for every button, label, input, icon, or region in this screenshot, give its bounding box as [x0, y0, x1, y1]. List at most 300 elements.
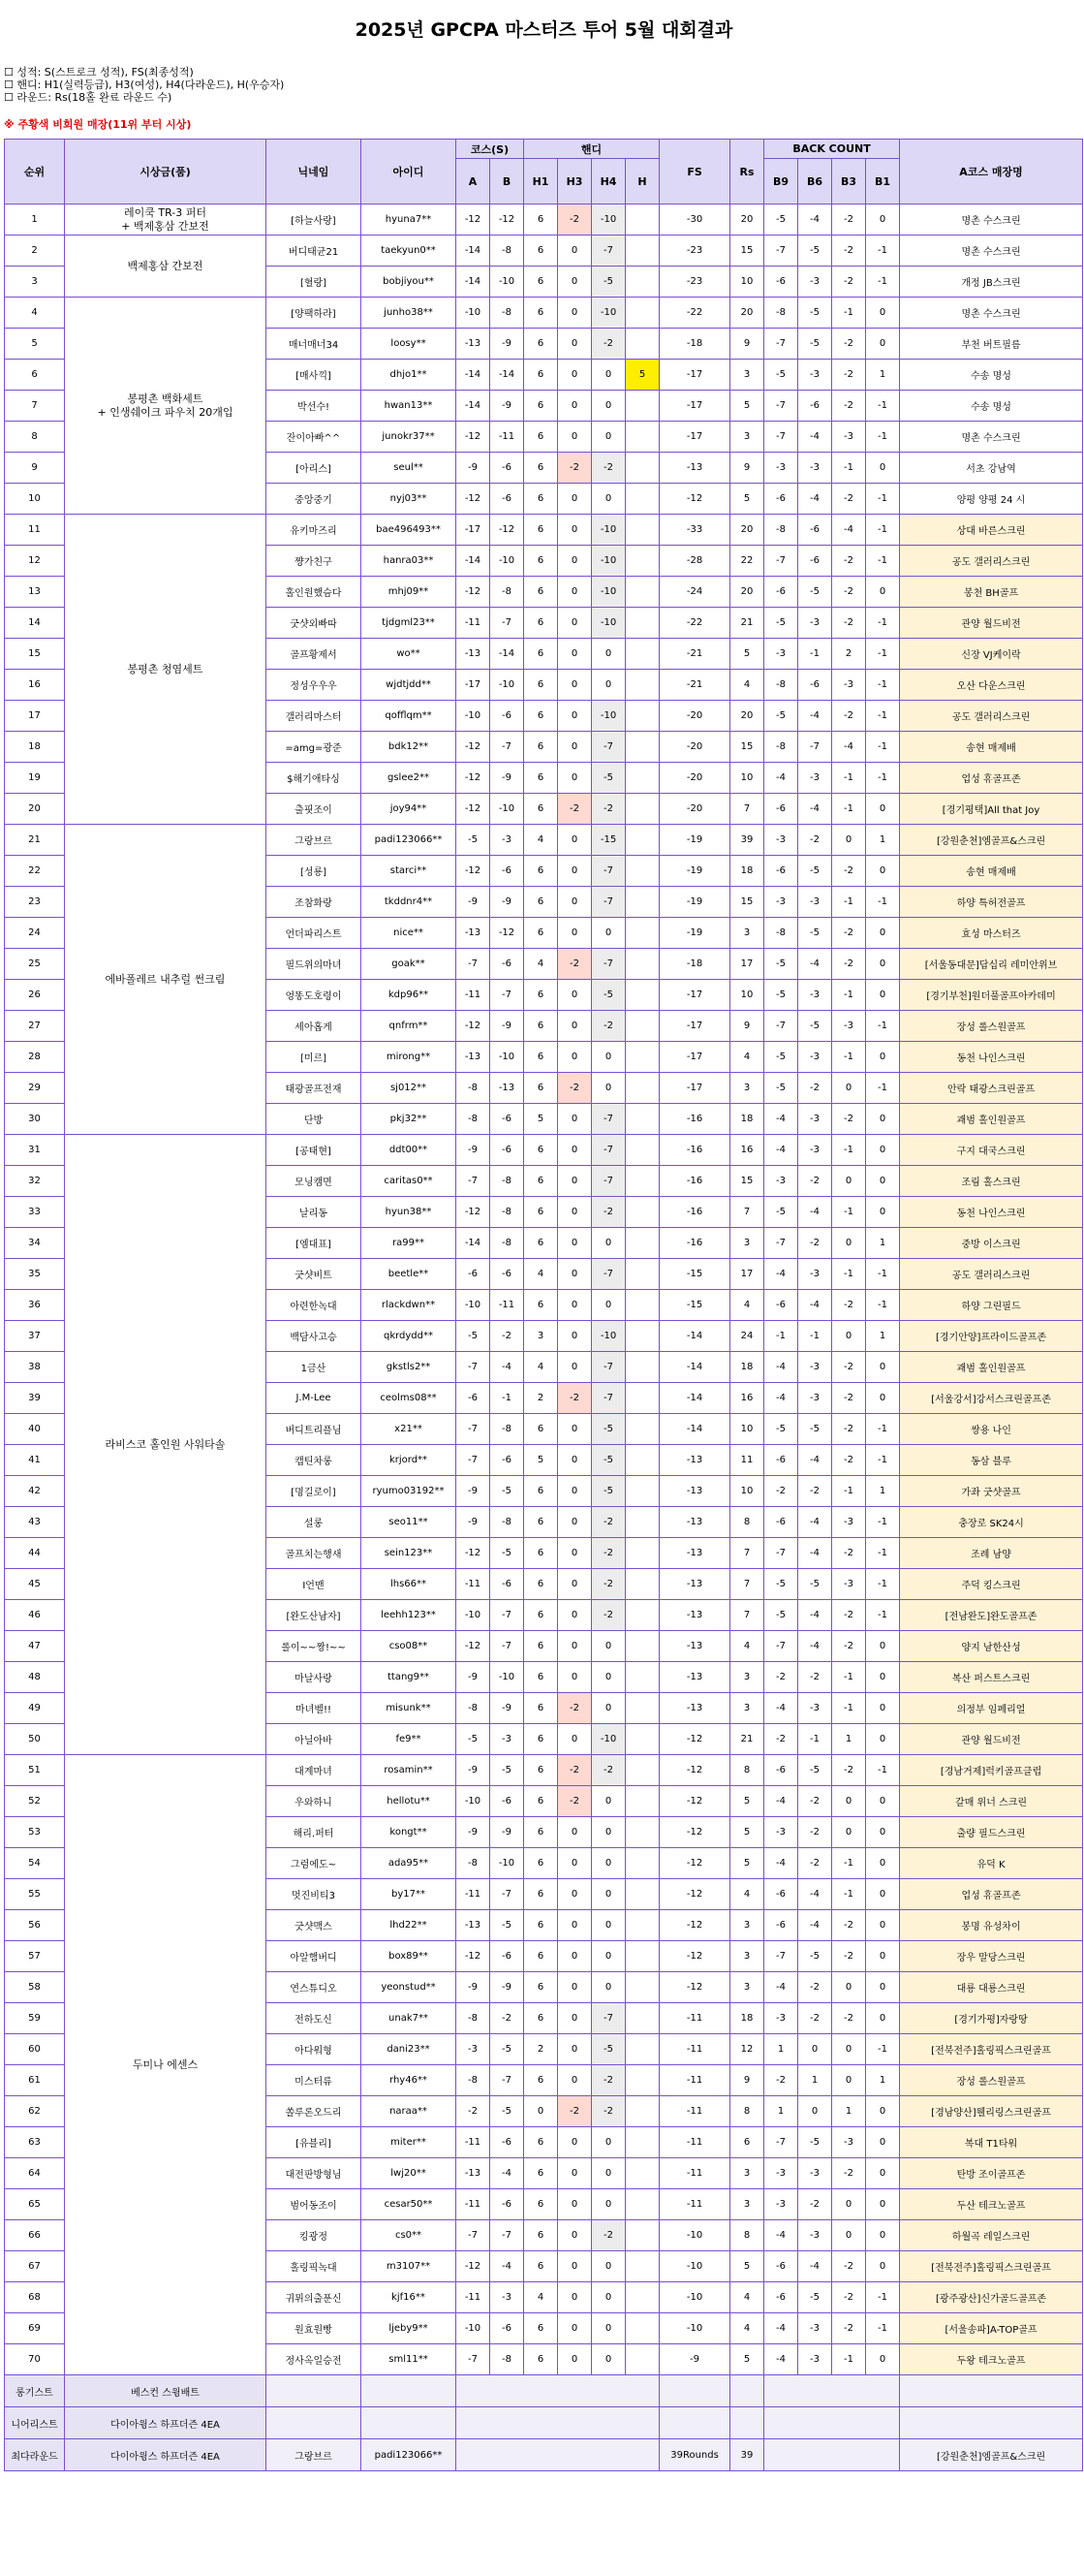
b6-cell: -4	[798, 1600, 832, 1631]
fs-cell: -16	[660, 1166, 730, 1197]
h-cell	[626, 1011, 660, 1042]
h4-cell: -7	[592, 2003, 626, 2034]
b6-cell: -2	[798, 2189, 832, 2220]
rank-cell: 6	[5, 360, 65, 391]
h4-cell: 0	[592, 2158, 626, 2189]
nick-cell: I언맨	[266, 1569, 361, 1600]
course-a-cell: -11	[456, 1879, 490, 1910]
fs-cell: -24	[660, 577, 730, 608]
h3-cell: 0	[558, 2220, 592, 2251]
award-nick	[266, 2407, 361, 2439]
venue-cell: [경기부천]원더풀골프아카데미	[900, 980, 1083, 1011]
h3-cell: -2	[558, 949, 592, 980]
course-b-cell: -5	[490, 1755, 524, 1786]
b3-cell: -1	[832, 1662, 866, 1693]
b9-cell: -5	[764, 949, 798, 980]
course-a-cell: -11	[456, 2127, 490, 2158]
nick-cell: 해리.퍼터	[266, 1817, 361, 1848]
h-cell	[626, 1445, 660, 1476]
course-a-cell: -12	[456, 1631, 490, 1662]
rank-cell: 51	[5, 1755, 65, 1786]
h4-cell: -10	[592, 204, 626, 236]
rs-cell: 20	[730, 701, 764, 732]
nick-cell: =amg=광준	[266, 732, 361, 763]
course-b-cell: -7	[490, 980, 524, 1011]
id-cell: sml11**	[361, 2344, 456, 2375]
prize-cell: 봉평촌 청염세트	[65, 515, 266, 825]
b6-cell: -3	[798, 2344, 832, 2375]
fs-cell: -13	[660, 453, 730, 484]
course-a-cell: -11	[456, 1569, 490, 1600]
rank-cell: 52	[5, 1786, 65, 1817]
b9-cell: -4	[764, 2220, 798, 2251]
h1-cell: 6	[524, 1662, 558, 1693]
header-nick: 닉네임	[266, 140, 361, 204]
fs-cell: -10	[660, 2282, 730, 2313]
table-row	[5, 298, 1083, 329]
venue-cell: 가좌 굿샷골프	[900, 1476, 1083, 1507]
b9-cell: -7	[764, 2127, 798, 2158]
h-cell	[626, 204, 660, 236]
id-cell: hyuna7**	[361, 204, 456, 236]
rs-cell: 9	[730, 2065, 764, 2096]
course-b-cell: -3	[490, 1724, 524, 1755]
b9-cell: -3	[764, 1817, 798, 1848]
course-b-cell: -5	[490, 1910, 524, 1941]
h1-cell: 6	[524, 453, 558, 484]
rs-cell: 6	[730, 2127, 764, 2158]
course-a-cell: -8	[456, 2003, 490, 2034]
h4-cell: -10	[592, 1724, 626, 1755]
header-h: H	[626, 159, 660, 204]
venue-cell: 두산 테크노골프	[900, 2189, 1083, 2220]
h4-cell: -2	[592, 1011, 626, 1042]
b6-cell: -4	[798, 949, 832, 980]
course-b-cell: -6	[490, 1445, 524, 1476]
rank-cell: 8	[5, 422, 65, 453]
h4-cell: -7	[592, 732, 626, 763]
h3-cell: 0	[558, 608, 592, 639]
id-cell: qofflqm**	[361, 701, 456, 732]
b1-cell: -1	[866, 1414, 900, 1445]
rs-cell: 15	[730, 732, 764, 763]
course-b-cell: -6	[490, 1941, 524, 1972]
rs-cell: 8	[730, 1755, 764, 1786]
venue-cell: 서초 강남역	[900, 453, 1083, 484]
h3-cell: 0	[558, 856, 592, 887]
nick-cell: [미르]	[266, 1042, 361, 1073]
venue-cell: 괘범 홀인원골프	[900, 1352, 1083, 1383]
nick-cell: 우와하니	[266, 1786, 361, 1817]
b6-cell: -2	[798, 2003, 832, 2034]
b1-cell: 0	[866, 1786, 900, 1817]
b9-cell: -5	[764, 1414, 798, 1445]
rs-cell: 3	[730, 1910, 764, 1941]
h4-cell: -10	[592, 608, 626, 639]
h4-cell: 0	[592, 1662, 626, 1693]
course-a-cell: -9	[456, 887, 490, 918]
b3-cell: -4	[832, 515, 866, 546]
venue-cell: 공도 갤러리스크린	[900, 546, 1083, 577]
b9-cell: -4	[764, 1693, 798, 1724]
b6-cell: -2	[798, 1662, 832, 1693]
id-cell: qnfrm**	[361, 1011, 456, 1042]
h3-cell: 0	[558, 329, 592, 360]
b3-cell: -1	[832, 2344, 866, 2375]
b1-cell: 0	[866, 1879, 900, 1910]
course-b-cell: -6	[490, 2313, 524, 2344]
award-blank	[456, 2439, 660, 2471]
id-cell: by17**	[361, 1879, 456, 1910]
b3-cell: 1	[832, 2096, 866, 2127]
b1-cell: 0	[866, 577, 900, 608]
rs-cell: 3	[730, 1662, 764, 1693]
course-b-cell: -10	[490, 1662, 524, 1693]
h3-cell: -2	[558, 794, 592, 825]
h1-cell: 6	[524, 1817, 558, 1848]
fs-cell: -14	[660, 1383, 730, 1414]
b6-cell: -4	[798, 1197, 832, 1228]
rank-cell: 61	[5, 2065, 65, 2096]
venue-cell: 부천 버트필름	[900, 329, 1083, 360]
id-cell: x21**	[361, 1414, 456, 1445]
course-b-cell: -6	[490, 453, 524, 484]
h3-cell: 0	[558, 1817, 592, 1848]
h4-cell: 0	[592, 2251, 626, 2282]
nick-cell: [명길로이]	[266, 1476, 361, 1507]
b9-cell: -7	[764, 1538, 798, 1569]
course-a-cell: -7	[456, 2220, 490, 2251]
id-cell: ryumo03192**	[361, 1476, 456, 1507]
h-cell	[626, 1321, 660, 1352]
b1-cell: 0	[866, 1724, 900, 1755]
course-b-cell: -7	[490, 608, 524, 639]
course-b-cell: -10	[490, 1042, 524, 1073]
b6-cell: 1	[798, 2065, 832, 2096]
course-a-cell: -10	[456, 2313, 490, 2344]
rs-cell: 15	[730, 887, 764, 918]
rs-cell: 3	[730, 918, 764, 949]
h1-cell: 6	[524, 794, 558, 825]
h1-cell: 6	[524, 1972, 558, 2003]
venue-cell: 업성 휴골프존	[900, 1879, 1083, 1910]
b3-cell: -3	[832, 1011, 866, 1042]
course-b-cell: -6	[490, 949, 524, 980]
fs-cell: -20	[660, 794, 730, 825]
fs-cell: -13	[660, 1662, 730, 1693]
b9-cell: -6	[764, 1290, 798, 1321]
h-cell	[626, 639, 660, 670]
b3-cell: -1	[832, 980, 866, 1011]
id-cell: seo11**	[361, 1507, 456, 1538]
venue-cell: 상대 바른스크린	[900, 515, 1083, 546]
rs-cell: 22	[730, 546, 764, 577]
h1-cell: 6	[524, 2313, 558, 2344]
h4-cell: 0	[592, 1941, 626, 1972]
venue-cell: 개정 JB스크린	[900, 267, 1083, 298]
course-a-cell: -17	[456, 515, 490, 546]
b9-cell: -8	[764, 515, 798, 546]
h3-cell: 0	[558, 763, 592, 794]
b6-cell: 0	[798, 2096, 832, 2127]
h1-cell: 6	[524, 422, 558, 453]
h3-cell: -2	[558, 1693, 592, 1724]
id-cell: rhy46**	[361, 2065, 456, 2096]
b9-cell: -8	[764, 670, 798, 701]
b3-cell: 0	[832, 825, 866, 856]
venue-cell: 안락 태광스크린골프	[900, 1073, 1083, 1104]
fs-cell: -23	[660, 267, 730, 298]
id-cell: hyun38**	[361, 1197, 456, 1228]
h-cell	[626, 1600, 660, 1631]
legend	[4, 60, 1084, 104]
h3-cell: 0	[558, 1104, 592, 1135]
h3-cell: -2	[558, 1383, 592, 1414]
h-cell	[626, 298, 660, 329]
course-a-cell: -9	[456, 1817, 490, 1848]
course-b-cell: -4	[490, 1352, 524, 1383]
b1-cell: -1	[866, 391, 900, 422]
h-cell	[626, 1228, 660, 1259]
award-fs	[660, 2407, 730, 2439]
course-b-cell: -8	[490, 1228, 524, 1259]
h1-cell: 6	[524, 1724, 558, 1755]
rank-cell: 49	[5, 1693, 65, 1724]
b6-cell: -3	[798, 980, 832, 1011]
fs-cell: -18	[660, 329, 730, 360]
id-cell: miter**	[361, 2127, 456, 2158]
h-cell	[626, 1972, 660, 2003]
rank-cell: 15	[5, 639, 65, 670]
rank-cell: 32	[5, 1166, 65, 1197]
fs-cell: -11	[660, 2096, 730, 2127]
h1-cell: 6	[524, 546, 558, 577]
nick-cell: [하늘사랑]	[266, 204, 361, 236]
h-cell	[626, 453, 660, 484]
rank-cell: 64	[5, 2158, 65, 2189]
h1-cell: 6	[524, 763, 558, 794]
nick-cell: [매사끽]	[266, 360, 361, 391]
b3-cell: -3	[832, 1507, 866, 1538]
h3-cell: -2	[558, 1073, 592, 1104]
h1-cell: 6	[524, 1538, 558, 1569]
h3-cell: 0	[558, 236, 592, 267]
nick-cell: 설롱	[266, 1507, 361, 1538]
b3-cell: 0	[832, 1321, 866, 1352]
b9-cell: -6	[764, 794, 798, 825]
b9-cell: -3	[764, 2158, 798, 2189]
b9-cell: -5	[764, 1073, 798, 1104]
course-b-cell: -6	[490, 1569, 524, 1600]
h1-cell: 6	[524, 1011, 558, 1042]
award-nick	[266, 2375, 361, 2407]
rank-cell: 30	[5, 1104, 65, 1135]
fs-cell: -10	[660, 2220, 730, 2251]
h1-cell: 6	[524, 1786, 558, 1817]
rank-cell: 62	[5, 2096, 65, 2127]
b3-cell: -2	[832, 1414, 866, 1445]
h-cell	[626, 2127, 660, 2158]
venue-cell: 대룡 대룡스크린	[900, 1972, 1083, 2003]
b3-cell: -3	[832, 670, 866, 701]
venue-cell: 봉명 유성차이	[900, 1910, 1083, 1941]
h-cell	[626, 980, 660, 1011]
b1-cell: 0	[866, 2220, 900, 2251]
h-cell	[626, 484, 660, 515]
id-cell: gslee2**	[361, 763, 456, 794]
h4-cell: 0	[592, 1910, 626, 1941]
id-cell: yeonstud**	[361, 1972, 456, 2003]
rs-cell: 20	[730, 577, 764, 608]
h-cell	[626, 2344, 660, 2375]
course-b-cell: -5	[490, 2096, 524, 2127]
id-cell: misunk**	[361, 1693, 456, 1724]
h1-cell: 6	[524, 639, 558, 670]
b6-cell: -5	[798, 236, 832, 267]
course-a-cell: -13	[456, 639, 490, 670]
id-cell: lhd22**	[361, 1910, 456, 1941]
h3-cell: 0	[558, 1972, 592, 2003]
b9-cell: -7	[764, 1941, 798, 1972]
b9-cell: -6	[764, 2251, 798, 2282]
b6-cell: -3	[798, 2313, 832, 2344]
b3-cell: -2	[832, 1910, 866, 1941]
course-a-cell: -11	[456, 2282, 490, 2313]
b9-cell: -8	[764, 732, 798, 763]
h-cell	[626, 2251, 660, 2282]
rs-cell: 5	[730, 1848, 764, 1879]
b3-cell: -2	[832, 391, 866, 422]
rs-cell: 8	[730, 2096, 764, 2127]
h3-cell: 0	[558, 484, 592, 515]
course-b-cell: -3	[490, 2282, 524, 2313]
h4-cell: -10	[592, 546, 626, 577]
h1-cell: 4	[524, 825, 558, 856]
course-a-cell: -13	[456, 1042, 490, 1073]
table-row	[5, 515, 1083, 546]
nick-cell: 중앙중기	[266, 484, 361, 515]
b1-cell: 0	[866, 1693, 900, 1724]
h1-cell: 6	[524, 267, 558, 298]
b9-cell: -6	[764, 1445, 798, 1476]
h3-cell: -2	[558, 2096, 592, 2127]
venue-cell: 두왕 테크노골프	[900, 2344, 1083, 2375]
rs-cell: 39	[730, 825, 764, 856]
id-cell: ddt00**	[361, 1135, 456, 1166]
b3-cell: -3	[832, 422, 866, 453]
b6-cell: -3	[798, 267, 832, 298]
h4-cell: -2	[592, 1538, 626, 1569]
id-cell: rosamin**	[361, 1755, 456, 1786]
venue-cell: 동천 나인스크린	[900, 1042, 1083, 1073]
course-a-cell: -7	[456, 1352, 490, 1383]
h-cell	[626, 1817, 660, 1848]
b3-cell: 0	[832, 1972, 866, 2003]
h3-cell: 0	[558, 391, 592, 422]
b3-cell: -2	[832, 204, 866, 236]
h4-cell: 0	[592, 1228, 626, 1259]
b1-cell: 0	[866, 856, 900, 887]
h3-cell: 0	[558, 2344, 592, 2375]
course-b-cell: -6	[490, 701, 524, 732]
rank-cell: 45	[5, 1569, 65, 1600]
h1-cell: 5	[524, 1445, 558, 1476]
b9-cell: -2	[764, 2065, 798, 2096]
id-cell: fe9**	[361, 1724, 456, 1755]
rank-cell: 22	[5, 856, 65, 887]
course-a-cell: -12	[456, 2251, 490, 2282]
h1-cell: 6	[524, 515, 558, 546]
b9-cell: -2	[764, 1724, 798, 1755]
h3-cell: 0	[558, 2003, 592, 2034]
rs-cell: 5	[730, 1817, 764, 1848]
rank-cell: 31	[5, 1135, 65, 1166]
h4-cell: -2	[592, 1600, 626, 1631]
results-table	[4, 139, 1083, 2471]
b3-cell: -2	[832, 546, 866, 577]
h3-cell: 0	[558, 2127, 592, 2158]
course-b-cell: -1	[490, 1383, 524, 1414]
course-b-cell: -9	[490, 763, 524, 794]
h4-cell: 0	[592, 1073, 626, 1104]
b1-cell: -1	[866, 701, 900, 732]
h4-cell: 0	[592, 1042, 626, 1073]
h3-cell: 0	[558, 1848, 592, 1879]
b9-cell: -4	[764, 1848, 798, 1879]
h1-cell: 6	[524, 298, 558, 329]
award-venue: [강원춘천]엠골프&스크린	[900, 2439, 1083, 2471]
b9-cell: -6	[764, 856, 798, 887]
venue-cell: [경남거제]럭키골프클럽	[900, 1755, 1083, 1786]
b9-cell: -5	[764, 608, 798, 639]
course-a-cell: -10	[456, 1290, 490, 1321]
b1-cell: 0	[866, 794, 900, 825]
h3-cell: 0	[558, 546, 592, 577]
h4-cell: 0	[592, 670, 626, 701]
rank-cell: 60	[5, 2034, 65, 2065]
h-cell	[626, 1755, 660, 1786]
b9-cell: -7	[764, 1011, 798, 1042]
h-cell	[626, 391, 660, 422]
course-a-cell: -7	[456, 949, 490, 980]
b9-cell: 1	[764, 2096, 798, 2127]
b6-cell: -3	[798, 1135, 832, 1166]
h-cell	[626, 670, 660, 701]
fs-cell: -15	[660, 1259, 730, 1290]
page-title: 2025년 GPCPA 마스터즈 투어 5월 대회결과	[355, 19, 733, 41]
rank-cell: 23	[5, 887, 65, 918]
rank-cell: 37	[5, 1321, 65, 1352]
course-b-cell: -14	[490, 639, 524, 670]
fs-cell: -20	[660, 763, 730, 794]
b9-cell: -6	[764, 577, 798, 608]
h1-cell: 6	[524, 329, 558, 360]
h1-cell: 6	[524, 1166, 558, 1197]
b3-cell: -1	[832, 1879, 866, 1910]
rank-cell: 11	[5, 515, 65, 546]
id-cell: junokr37**	[361, 422, 456, 453]
award-row	[5, 2407, 1083, 2439]
b6-cell: -2	[798, 1476, 832, 1507]
course-b-cell: -9	[490, 391, 524, 422]
b3-cell: -1	[832, 1259, 866, 1290]
b3-cell: -2	[832, 1600, 866, 1631]
h4-cell: -10	[592, 701, 626, 732]
b3-cell: -2	[832, 2003, 866, 2034]
b6-cell: -3	[798, 1104, 832, 1135]
venue-cell: 주덕 킹스크린	[900, 1569, 1083, 1600]
h1-cell: 6	[524, 1197, 558, 1228]
